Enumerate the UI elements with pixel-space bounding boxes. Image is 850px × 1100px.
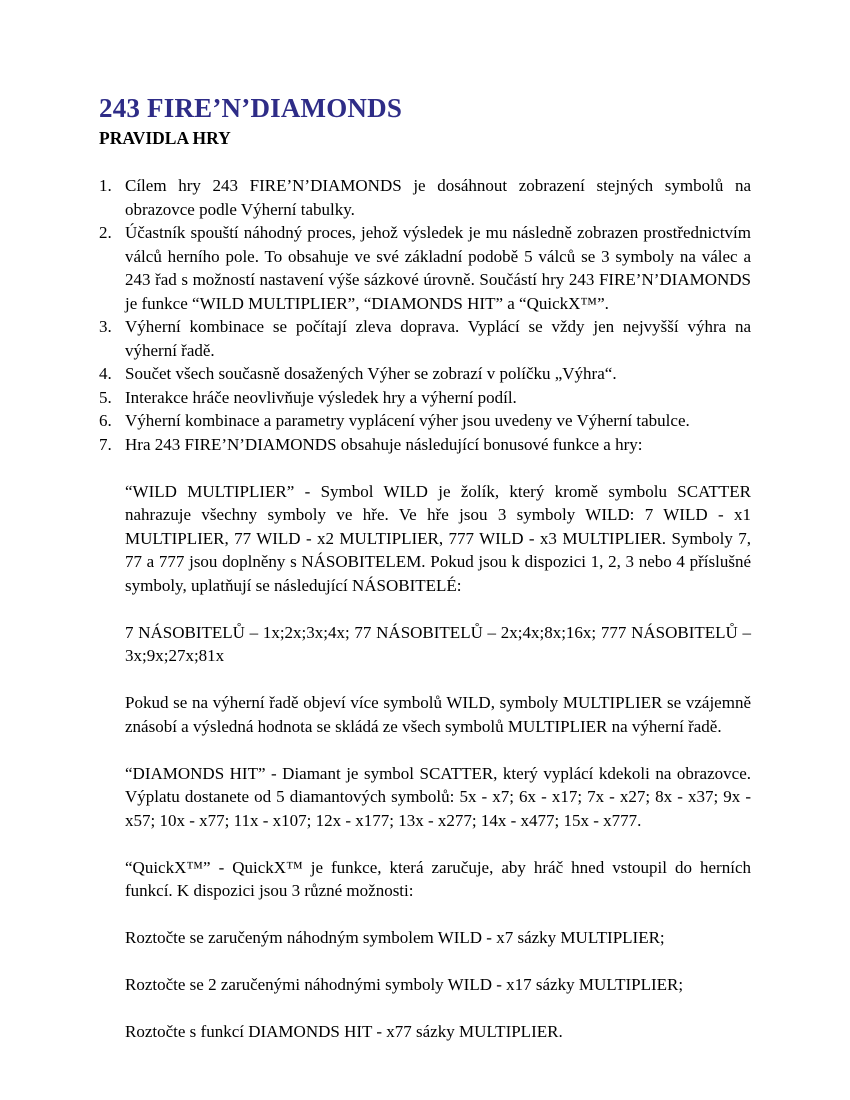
rule-number: 2. (99, 223, 112, 242)
rule-text: Výherní kombinace se počítají zleva doprava. Vyplácí se vždy jen nejvyšší výhra na výherní řadě. (125, 317, 751, 360)
rule-number: 3. (99, 317, 112, 336)
rule-number: 4. (99, 364, 112, 383)
rule-item-7 (99, 433, 751, 457)
rule-text: Hra 243 FIRE’N’DIAMONDS obsahuje následující bonusové funkce a hry: (125, 434, 643, 454)
rule-number: 5. (99, 387, 112, 407)
rule-text: Cílem hry 243 FIRE’N’DIAMONDS je dosáhnout zobrazení stejných symbolů na obrazovce podle Výherní tabulky. (125, 176, 751, 219)
rules-list (99, 174, 751, 456)
page-title: 243 FIRE’N’DIAMONDS (99, 93, 403, 123)
paragraph-wild-multiplier: “WILD MULTIPLIER” - Symbol WILD je žolík, který kromě symbolu SCATTER nahrazuje všechny symboly ve hře. Ve hře jsou 3 symboly WILD: 7 WILD - x1 MULTIPLIER, 77 WILD - x2 MULTIPLIER, 777 WILD - x3 MULTIPLIER. Symboly 7, 77 a 777 jsou doplněny s NÁSOBITELEM. Pokud jsou k dispozici 1, 2, 3 nebo 4 příslušné symboly, uplatňují se následující NÁSOBITELÉ: (125, 481, 751, 595)
rule-number: 7. (99, 434, 112, 454)
rule-item-1 (99, 174, 751, 221)
rule-number: 1. (99, 176, 112, 195)
rule-number: 6. (99, 411, 112, 430)
page-subtitle: PRAVIDLA HRY (99, 128, 231, 148)
rule-item-3 (99, 315, 751, 362)
rule-item-4 (99, 362, 751, 386)
rule-item-5 (99, 386, 751, 410)
rule-text: Interakce hráče neovlivňuje výsledek hry a výherní podíl. (125, 387, 517, 407)
rule-text: Výherní kombinace a parametry vyplácení výher jsou uvedeny ve Výherní tabulce. (125, 411, 690, 430)
rule-item-6 (99, 409, 751, 433)
paragraph-multiplier-values: 7 NÁSOBITELŮ – 1x;2x;3x;4x; 77 NÁSOBITELŮ – 2x;4x;8x;16x; 777 NÁSOBITELŮ – 3x;9x;27x;81x (125, 622, 751, 665)
rule-item-2 (99, 221, 751, 315)
rule-text: Účastník spouští náhodný proces, jehož výsledek je mu následně zobrazen prostřednictvím válců herního pole. To obsahuje ve své základní podobě 5 válců se 3 symboly na válec a 243 řad s možností nastavení výše sázkové úrovně. Součástí hry 243 FIRE’N’DIAMONDS je funkce “WILD MULTIPLIER”, “DIAMONDS HIT” a “QuickX™”. (125, 223, 751, 313)
paragraph-diamonds-hit: “DIAMONDS HIT” - Diamant je symbol SCATTER, který vyplácí kdekoli na obrazovce. Výplatu dostanete od 5 diamantových symbolů: 5x - x7; 6x - x17; 7x - x27; 8x - x37; 9x - x57; 10x - x77; 11x - x107; 12x - x177; 13x - x277; 14x - x477; 15x - x777. (125, 763, 751, 830)
paragraph-quickx-option-3: Roztočte s funkcí DIAMONDS HIT - x77 sázky MULTIPLIER. (125, 1022, 563, 1041)
paragraph-quickx: “QuickX™” - QuickX™ je funkce, která zaručuje, aby hráč hned vstoupil do herních funkcí. K dispozici jsou 3 různé možnosti: (125, 857, 751, 900)
paragraph-quickx-option-2: Roztočte se 2 zaručenými náhodnými symboly WILD - x17 sázky MULTIPLIER; (125, 975, 684, 994)
paragraph-wild-stacking: Pokud se na výherní řadě objeví více symbolů WILD, symboly MULTIPLIER se vzájemně znásobí a výsledná hodnota se skládá ze všech symbolů MULTIPLIER na výherní řadě. (125, 693, 751, 736)
rule-text: Součet všech současně dosažených Výher se zobrazí v políčku „Výhra“. (125, 364, 617, 383)
paragraph-quickx-option-1: Roztočte se zaručeným náhodným symbolem WILD - x7 sázky MULTIPLIER; (125, 928, 665, 947)
